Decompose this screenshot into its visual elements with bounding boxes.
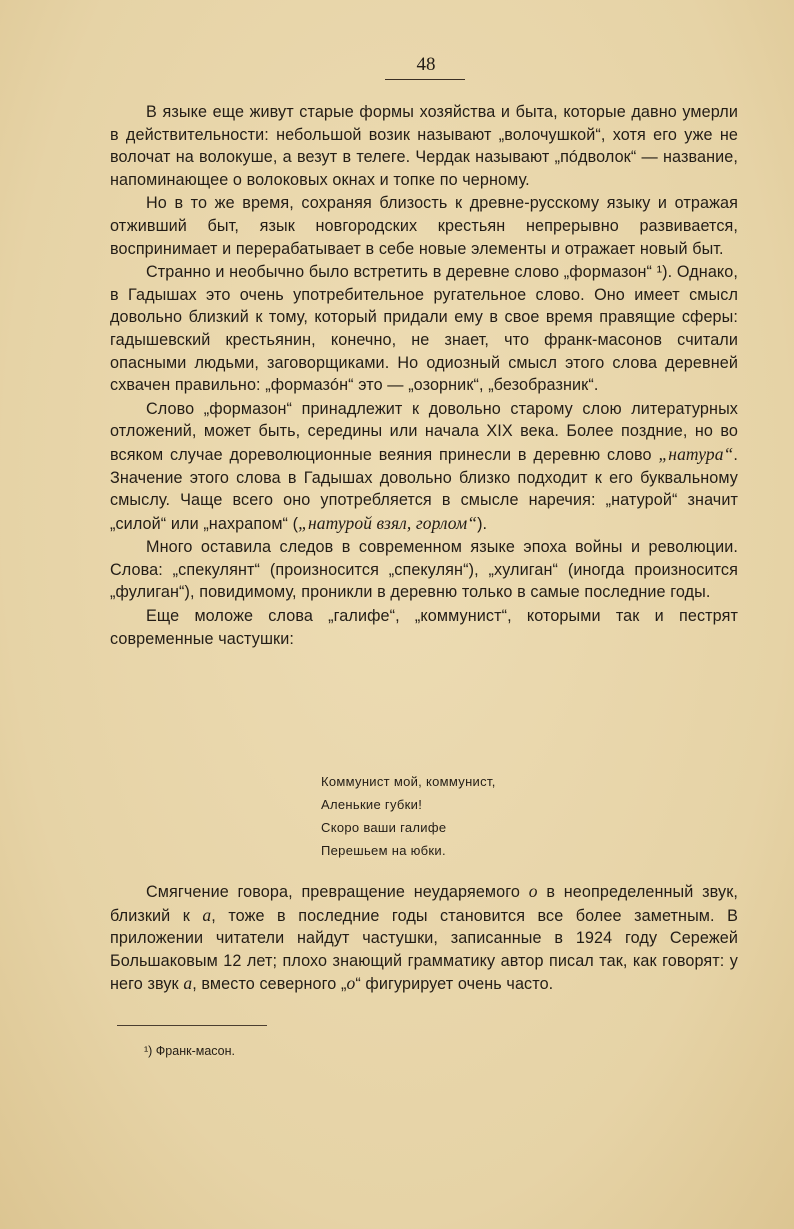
closing-text-5: “ фигурирует очень часто. — [355, 975, 554, 994]
paragraph-2: Но в то же время, сохраняя близость к древне-русскому языку и отражая отживший быт, язык новгородских крестьян непрерывно развивается, воспринимает и перерабатывает в себе новые элементы и отражает новый быт. — [110, 194, 738, 258]
closing-text — [110, 880, 738, 996]
italic-letter-a: а — [183, 973, 193, 994]
verse-line: Аленькие губки! — [321, 797, 423, 812]
italic-phrase: „натурой взял, горлом“ — [298, 512, 478, 533]
paragraph-3: Странно и необычно было встретить в деревне слово „формазон“ ¹). Однако, в Гадышах это очень употребительное ругательное слово. Оно имеет смысл довольно близкий к тому, который придали ему в свое время правящие сферы: гадышевский крестьянин, конечно, не знает, что франк-масонов считали опасными людьми, заговорщиками. Но одиозный смысл этого слова деревней схвачен правильно: „формазóн“ это — „озорник“, „безобразник“. — [110, 263, 738, 395]
closing-text-2: в неопределенный звук, близкий к — [110, 883, 738, 925]
italic-letter-a: а — [202, 904, 212, 925]
paragraph-6: Еще моложе слова „галифе“, „коммунист“, которыми так и пестрят современные частушки: — [110, 607, 738, 648]
closing-text-3: , тоже в последние годы становится все более заметным. В приложении читатели найдут частушки, записанные в 1924 году Сережей Большаковым 12 лет; плохо знающий грамматику автор писал так, как говорят: у него звук — [110, 906, 738, 994]
paragraph-4-text-2: . Значение этого слова в Гадышах довольно близко подходит к его буквальному смыслу. Чаще всего оно употребляется в смысле наречия: „натурой“ значит „силой“ или „нахрапом“ ( — [110, 445, 738, 533]
closing-text-4: , вместо северного „ — [192, 975, 347, 994]
body-text — [110, 101, 738, 650]
paragraph-4-text-3: ). — [477, 514, 488, 533]
italic-letter-o: о — [346, 973, 356, 994]
paragraph-1: В языке еще живут старые формы хозяйства и быта, которые давно умерли в действительности: небольшой возик называют „волочушкой“, хотя его уже не волочат на волокуше, а везут в телеге. Чердак называют „пóдволок“ — название, напоминающее о волоковых окнах и топке по черному. — [110, 103, 738, 189]
page-number: 48 — [416, 54, 436, 75]
closing-paragraph — [110, 880, 738, 996]
chastushka-verse — [321, 770, 496, 862]
verse-line: Перешьем на юбки. — [321, 843, 446, 858]
paragraph-5: Много оставила следов в современном языке эпоха войны и революции. Слова: „спекулянт“ (произносится „спекулян“), „хулиган“ (иногда произносится „фулиган“), повидимому, проникли в деревню только в самые последние годы. — [110, 538, 738, 602]
page-number-rule — [385, 79, 465, 80]
verse-line: Коммунист мой, коммунист, — [321, 774, 496, 789]
closing-text-1: Смягчение говора, превращение неударяемого — [146, 883, 529, 901]
italic-letter-o: о — [528, 881, 538, 901]
italic-word-natura: „натура“ — [658, 443, 734, 464]
paragraph-4-text-1: Слово „формазон“ принадлежит к довольно старому слою литературных отложений, может быть, середины или начала XIX века. Более поздние, но во всяком случае дореволюционные веяния принесли в деревню слово — [110, 399, 738, 464]
footnote: ¹) Франк-масон. — [144, 1044, 236, 1058]
verse-line: Скоро ваши галифе — [321, 820, 447, 835]
footnote-rule — [117, 1025, 267, 1026]
paragraph-4 — [110, 398, 738, 536]
